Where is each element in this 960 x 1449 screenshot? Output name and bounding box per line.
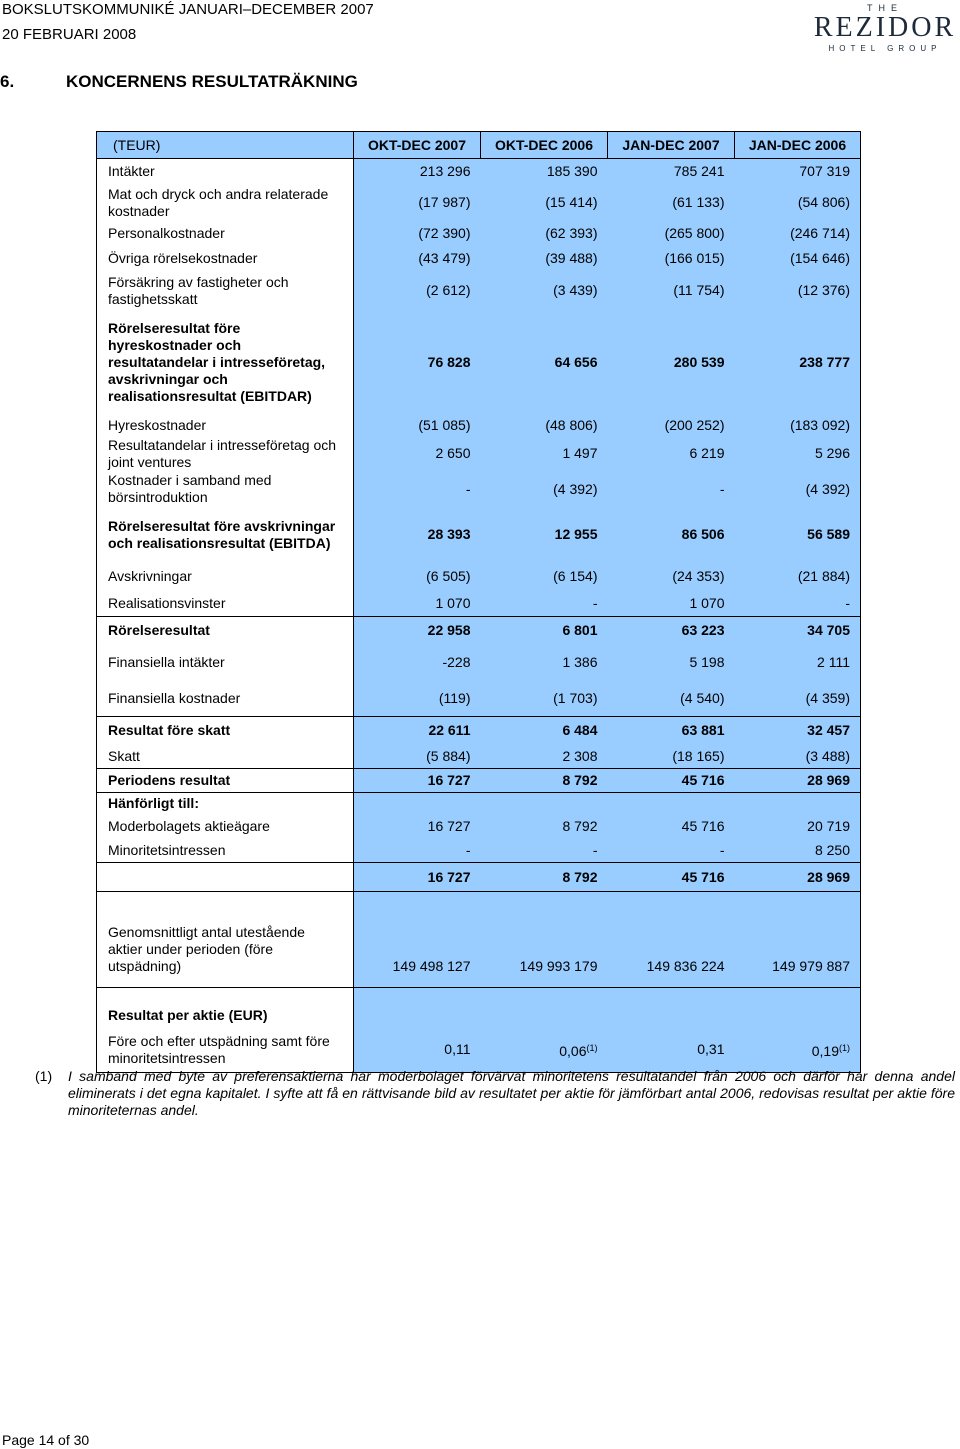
table-row-result-before-tax	[97, 717, 861, 745]
cell: -	[481, 839, 608, 863]
table-row	[97, 185, 861, 221]
cell: -	[481, 591, 608, 617]
report-title: BOKSLUTSKOMMUNIKÉ JANUARI–DECEMBER 2007	[2, 1, 374, 18]
cell: (11 754)	[608, 272, 735, 310]
cell	[735, 1028, 861, 1073]
report-date: 20 FEBRUARI 2008	[2, 26, 137, 43]
cell: 0,31	[608, 1028, 735, 1073]
row-label: Periodens resultat	[97, 769, 354, 793]
cell: 28 969	[735, 863, 861, 892]
cell: (4 392)	[735, 472, 861, 507]
cell: (48 806)	[481, 415, 608, 436]
income-statement-table	[96, 131, 861, 1073]
cell: (61 133)	[608, 185, 735, 221]
cell: (12 376)	[735, 272, 861, 310]
cell: -228	[354, 645, 481, 681]
row-label: Minoritetsintressen	[97, 839, 354, 863]
cell: -	[735, 591, 861, 617]
cell: 8 792	[481, 863, 608, 892]
table-row-operating-result	[97, 617, 861, 645]
row-label: Resultatandelar i intresseföretag och joint ventures	[97, 436, 354, 472]
row-label: Finansiella kostnader	[97, 681, 354, 717]
table-row-eps	[97, 1028, 861, 1073]
cell	[735, 793, 861, 815]
cell: 45 716	[608, 769, 735, 793]
table-row	[97, 272, 861, 310]
eps-value: 0,19	[811, 1042, 839, 1059]
cell: 34 705	[735, 617, 861, 645]
cell	[354, 988, 481, 1028]
row-label: Försäkring av fastigheter och fastighetsskatt	[97, 272, 354, 310]
cell: (2 612)	[354, 272, 481, 310]
table-row	[97, 221, 861, 246]
cell: 785 241	[608, 159, 735, 185]
cell: 45 716	[608, 863, 735, 892]
row-label: Rörelseresultat före hyreskostnader och resultatandelar i intresseföretag, avskrivningar och realisationsresultat (EBITDAR)	[97, 310, 354, 415]
cell: 6 219	[608, 436, 735, 472]
cell: 76 828	[354, 310, 481, 415]
cell	[608, 988, 735, 1028]
cell: 1 070	[354, 591, 481, 617]
cell: 707 319	[735, 159, 861, 185]
table-row-period-result	[97, 769, 861, 793]
cell: (39 488)	[481, 246, 608, 272]
footnote-marker: (1)	[839, 1042, 850, 1053]
cell: (1 703)	[481, 681, 608, 717]
row-label: Resultat per aktie (EUR)	[97, 988, 354, 1028]
cell: (119)	[354, 681, 481, 717]
cell: 12 955	[481, 507, 608, 563]
cell: (5 884)	[354, 745, 481, 769]
row-label: Intäkter	[97, 159, 354, 185]
page-number: Page 14 of 30	[2, 1432, 90, 1448]
cell	[354, 793, 481, 815]
cell: -	[608, 839, 735, 863]
cell: 20 719	[735, 815, 861, 839]
table-row	[97, 839, 861, 863]
cell: 16 727	[354, 769, 481, 793]
cell: 64 656	[481, 310, 608, 415]
cell: 22 611	[354, 717, 481, 745]
row-label: Före och efter utspädning samt före minoritetsintressen	[97, 1028, 354, 1073]
cell	[735, 988, 861, 1028]
eps-value: 0,06	[559, 1042, 587, 1059]
section-title	[0, 72, 358, 92]
footnote	[35, 1068, 955, 1119]
table-row	[97, 645, 861, 681]
cell: (21 884)	[735, 563, 861, 591]
logo-name: REZIDOR	[813, 12, 957, 43]
cell: (183 092)	[735, 415, 861, 436]
cell	[608, 793, 735, 815]
cell: 2 111	[735, 645, 861, 681]
footnote-number: (1)	[35, 1068, 53, 1084]
row-label: Rörelseresultat	[97, 617, 354, 645]
cell: 8 792	[481, 769, 608, 793]
cell: 8 250	[735, 839, 861, 863]
cell: 2 308	[481, 745, 608, 769]
row-label: Rörelseresultat före avskrivningar och realisationsresultat (EBITDA)	[97, 507, 354, 563]
table-row	[97, 563, 861, 591]
cell: 45 716	[608, 815, 735, 839]
cell: (265 800)	[608, 221, 735, 246]
cell: -	[608, 472, 735, 507]
cell	[481, 1028, 608, 1073]
cell: (17 987)	[354, 185, 481, 221]
row-label: Genomsnittligt antal utestående aktier under perioden (före utspädning)	[97, 892, 354, 988]
row-label: Moderbolagets aktieägare	[97, 815, 354, 839]
table-row	[97, 436, 861, 472]
cell: 22 958	[354, 617, 481, 645]
cell: (54 806)	[735, 185, 861, 221]
row-label: Kostnader i samband med börsintroduktion	[97, 472, 354, 507]
cell: 32 457	[735, 717, 861, 745]
table-row	[97, 159, 861, 185]
row-label: Övriga rörelsekostnader	[97, 246, 354, 272]
cell: (3 488)	[735, 745, 861, 769]
table-row	[97, 745, 861, 769]
cell: 6 484	[481, 717, 608, 745]
table-row-eps-heading	[97, 988, 861, 1028]
row-label: Mat och dryck och andra relaterade kostnader	[97, 185, 354, 221]
cell: (4 392)	[481, 472, 608, 507]
cell: (4 359)	[735, 681, 861, 717]
table-row-ebitdar	[97, 310, 861, 415]
cell: 213 296	[354, 159, 481, 185]
cell: 28 393	[354, 507, 481, 563]
logo-the: THE	[867, 3, 903, 13]
col-header-okt-dec-2007: OKT-DEC 2007	[354, 132, 481, 159]
cell: 86 506	[608, 507, 735, 563]
cell: -	[354, 472, 481, 507]
row-label: Resultat före skatt	[97, 717, 354, 745]
cell: 238 777	[735, 310, 861, 415]
cell: 1 070	[608, 591, 735, 617]
row-label: Hyreskostnader	[97, 415, 354, 436]
cell: 63 881	[608, 717, 735, 745]
cell: 149 979 887	[735, 892, 861, 988]
section-title-text: KONCERNENS RESULTATRÄKNING	[66, 72, 358, 91]
cell: 28 969	[735, 769, 861, 793]
cell: 1 386	[481, 645, 608, 681]
cell: 280 539	[608, 310, 735, 415]
cell: (72 390)	[354, 221, 481, 246]
cell: -	[354, 839, 481, 863]
row-label: Finansiella intäkter	[97, 645, 354, 681]
cell: (6 505)	[354, 563, 481, 591]
row-label: Realisationsvinster	[97, 591, 354, 617]
row-label	[97, 863, 354, 892]
cell: (51 085)	[354, 415, 481, 436]
table-row	[97, 472, 861, 507]
cell: 6 801	[481, 617, 608, 645]
cell: 0,11	[354, 1028, 481, 1073]
cell: (3 439)	[481, 272, 608, 310]
table-row	[97, 815, 861, 839]
cell: (246 714)	[735, 221, 861, 246]
table-row	[97, 681, 861, 717]
cell: (200 252)	[608, 415, 735, 436]
cell: 149 498 127	[354, 892, 481, 988]
col-header-unit: (TEUR)	[97, 132, 354, 159]
cell: 2 650	[354, 436, 481, 472]
col-header-jan-dec-2006: JAN-DEC 2006	[735, 132, 861, 159]
cell: (4 540)	[608, 681, 735, 717]
col-header-okt-dec-2006: OKT-DEC 2006	[481, 132, 608, 159]
row-label: Avskrivningar	[97, 563, 354, 591]
logo-sub: HOTEL GROUP	[828, 44, 942, 53]
cell: 63 223	[608, 617, 735, 645]
col-header-jan-dec-2007: JAN-DEC 2007	[608, 132, 735, 159]
row-label: Hänförligt till:	[97, 793, 354, 815]
table-row-total	[97, 863, 861, 892]
footnote-text: I samband med byte av preferensaktierna har moderbolaget förvärvat minoritetens resultatandel från 2006 och därför har denna andel eliminerats i det egna kapitalet. I syfte att få en rättvisande bild av resultatet per aktie för jämförbart antal 2006, redovisas resultat per aktie före minoriteternas andel.	[68, 1068, 955, 1118]
cell: (15 414)	[481, 185, 608, 221]
rezidor-logo	[812, 2, 958, 56]
cell: 1 497	[481, 436, 608, 472]
cell: 16 727	[354, 815, 481, 839]
cell: 56 589	[735, 507, 861, 563]
cell: (62 393)	[481, 221, 608, 246]
cell: (6 154)	[481, 563, 608, 591]
cell: 185 390	[481, 159, 608, 185]
footnote-marker: (1)	[586, 1042, 598, 1053]
table-row-attributable-heading	[97, 793, 861, 815]
cell: 16 727	[354, 863, 481, 892]
cell: (166 015)	[608, 246, 735, 272]
row-label: Personalkostnader	[97, 221, 354, 246]
section-number: 6.	[0, 72, 15, 91]
cell: 149 993 179	[481, 892, 608, 988]
cell: (154 646)	[735, 246, 861, 272]
row-label: Skatt	[97, 745, 354, 769]
table-header-row	[97, 132, 861, 159]
table-row	[97, 246, 861, 272]
cell	[481, 793, 608, 815]
cell: (24 353)	[608, 563, 735, 591]
table-row-share-count	[97, 892, 861, 988]
table-row	[97, 415, 861, 436]
table-row	[97, 591, 861, 617]
cell	[481, 988, 608, 1028]
table-row-ebitda	[97, 507, 861, 563]
cell: 8 792	[481, 815, 608, 839]
cell: 5 296	[735, 436, 861, 472]
cell: (18 165)	[608, 745, 735, 769]
cell: 5 198	[608, 645, 735, 681]
cell: 149 836 224	[608, 892, 735, 988]
cell: (43 479)	[354, 246, 481, 272]
